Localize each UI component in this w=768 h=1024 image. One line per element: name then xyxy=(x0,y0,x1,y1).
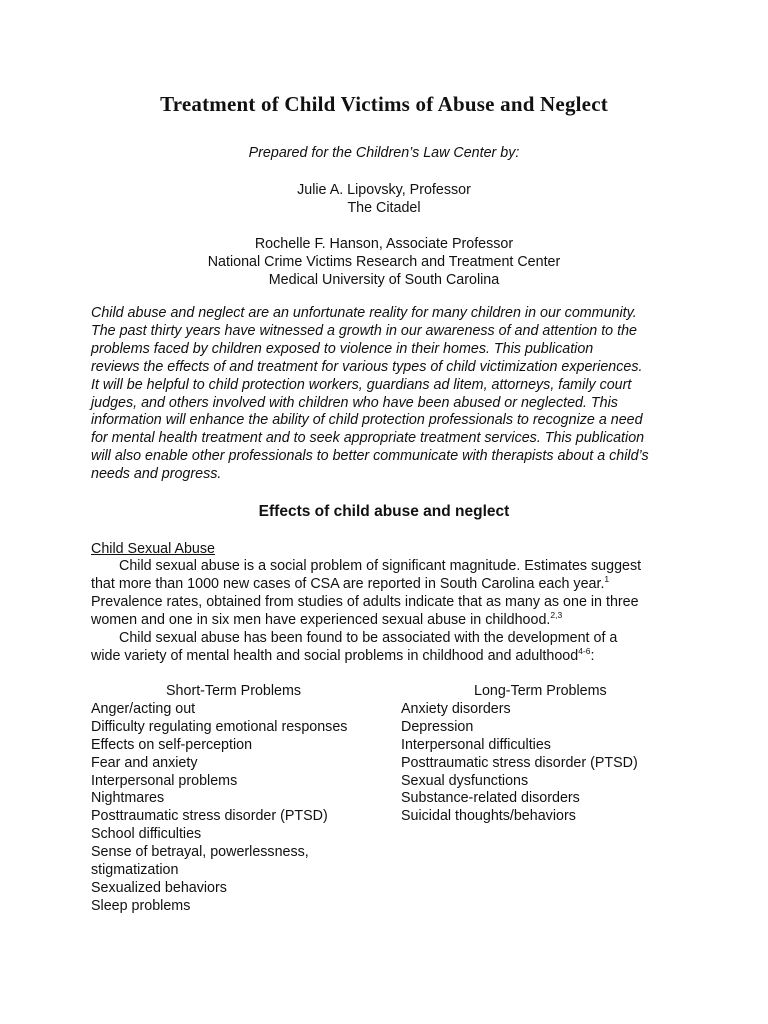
prepared-for-line: Prepared for the Children’s Law Center by: xyxy=(248,145,520,161)
list-item: Interpersonal problems xyxy=(91,772,238,789)
long-term-heading: Long-Term Problems xyxy=(474,683,607,699)
author2-affiliation-2: Medical University of South Carolina xyxy=(268,272,500,288)
intro-line: Child abuse and neglect are an unfortunate reality for many children in our community. xyxy=(91,305,637,321)
intro-line: reviews the effects of and treatment for various types of child victimization experiences. xyxy=(91,358,643,375)
intro-line: will also enable other professionals to better communicate with therapists about a child’s xyxy=(91,448,649,465)
citation: 4-6 xyxy=(578,645,591,656)
body-line: Child sexual abuse has been found to be associated with the development of a xyxy=(119,629,618,646)
intro-line: needs and progress. xyxy=(91,466,222,483)
body-text: wide variety of mental health and social problems in childhood and adulthood xyxy=(91,647,579,664)
intro-line: It will be helpful to child protection workers, guardians ad litem, attorneys, family court xyxy=(91,376,632,393)
list-item: Posttraumatic stress disorder (PTSD) xyxy=(401,754,638,771)
long-term-problems-column xyxy=(401,683,701,826)
list-item: Nightmares xyxy=(91,790,165,807)
long-term-list xyxy=(401,701,701,826)
body-line xyxy=(91,573,691,594)
list-item: Sense of betrayal, powerlessness, xyxy=(91,844,309,861)
punctuation: : xyxy=(590,647,595,664)
list-item: Sexualized behaviors xyxy=(91,879,227,896)
list-item: Sexual dysfunctions xyxy=(401,772,529,789)
document-title: Treatment of Child Victims of Abuse and Neglect xyxy=(160,92,608,116)
list-item: Anxiety disorders xyxy=(401,700,511,717)
citation: 1 xyxy=(604,573,610,584)
author2-affiliation-1: National Crime Victims Research and Treatment Center xyxy=(207,254,561,270)
section-heading: Effects of child abuse and neglect xyxy=(258,503,510,520)
subsection-heading: Child Sexual Abuse xyxy=(91,541,215,557)
intro-line: for mental health treatment and to seek appropriate treatment services. This publication xyxy=(91,430,645,447)
list-item: Depression xyxy=(401,718,474,735)
list-item: Difficulty regulating emotional responses xyxy=(91,718,348,735)
intro-line: problems faced by children exposed to violence in their homes. This publication xyxy=(91,340,594,357)
short-term-heading: Short-Term Problems xyxy=(166,683,302,699)
citation: 2,3 xyxy=(550,609,563,620)
body-line xyxy=(91,609,691,630)
csa-body xyxy=(91,558,691,665)
list-item: Interpersonal difficulties xyxy=(401,736,551,753)
list-item: Anger/acting out xyxy=(91,700,196,717)
author1-name: Julie A. Lipovsky, Professor xyxy=(297,182,471,198)
list-item: Fear and anxiety xyxy=(91,754,198,771)
list-item: School difficulties xyxy=(91,826,202,843)
author2-name: Rochelle F. Hanson, Associate Professor xyxy=(254,236,514,252)
body-line: Child sexual abuse is a social problem of significant magnitude. Estimates suggest xyxy=(119,558,642,574)
list-item: Sleep problems xyxy=(91,897,191,914)
list-item: stigmatization xyxy=(91,862,179,879)
intro-line: The past thirty years have witnessed a growth in our awareness of and attention to the xyxy=(91,322,637,339)
body-text: that more than 1000 new cases of CSA are reported in South Carolina each year. xyxy=(91,575,605,592)
body-line: Prevalence rates, obtained from studies of adults indicate that as many as one in three xyxy=(91,593,639,610)
body-text: women and one in six men have experienced sexual abuse in childhood. xyxy=(91,611,551,628)
list-item: Suicidal thoughts/behaviors xyxy=(401,808,576,825)
short-term-problems-column xyxy=(91,683,391,916)
short-term-list xyxy=(91,701,391,916)
list-item: Substance-related disorders xyxy=(401,790,580,807)
intro-line: information will enhance the ability of child protection professionals to recognize a need xyxy=(91,412,643,429)
intro-line: judges, and others involved with children who have been abused or neglected. This xyxy=(91,394,618,411)
author1-affiliation: The Citadel xyxy=(347,200,421,216)
list-item: Effects on self-perception xyxy=(91,736,253,753)
body-line xyxy=(91,645,691,666)
list-item: Posttraumatic stress disorder (PTSD) xyxy=(91,808,328,825)
intro-paragraph xyxy=(91,305,691,484)
